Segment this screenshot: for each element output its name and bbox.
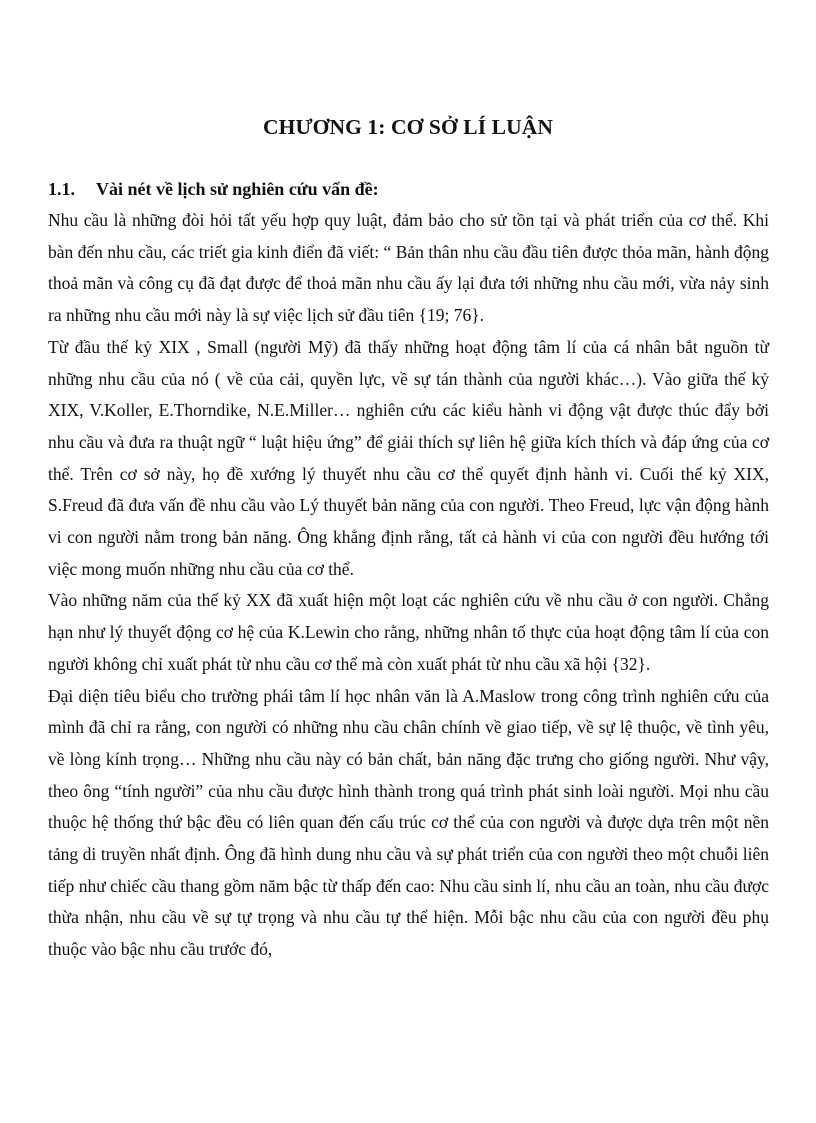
body-text <box>48 205 769 966</box>
paragraph: Vào những năm của thế kỷ XX đã xuất hiện một loạt các nghiên cứu về nhu cầu ở con người. Chẳng hạn như lý thuyết động cơ hệ của K.Lewin cho rằng, những nhân tố thực của hoạt động tâm lí của con người không chỉ xuất phát từ nhu cầu cơ thể mà còn xuất phát từ nhu cầu xã hội {32}. <box>48 590 769 674</box>
chapter-title: CHƯƠNG 1: CƠ SỞ LÍ LUẬN <box>263 115 553 139</box>
paragraph: Đại diện tiêu biểu cho trường phái tâm lí học nhân văn là A.Maslow trong công trình nghiên cứu của mình đã chỉ ra rằng, con người có những nhu cầu chân chính về giao tiếp, về sự lệ thuộc, về tình yêu, về lòng kính trọng… Những nhu cầu này có bản chất, bản năng đặc trưng cho giống người. Như vậy, theo ông “tính người” của nhu cầu được hình thành trong quá trình phát sinh loài người. Mọi nhu cầu thuộc hệ thống thứ bậc đều có liên quan đến cấu trúc cơ thể của con người và được dựa trên một nền tảng di truyền nhất định. Ông đã hình dung nhu cầu và sự phát triển của con người theo một chuỗi liên tiếp như chiếc cầu thang gồm năm bậc từ thấp đến cao: Nhu cầu sinh lí, nhu cầu an toàn, nhu cầu được thừa nhận, nhu cầu về sự tự trọng và nhu cầu tự thể hiện. Mỗi bậc nhu cầu của con người đều phụ thuộc vào bậc nhu cầu trước đó, <box>48 685 769 960</box>
paragraph: Nhu cầu là những đòi hỏi tất yếu hợp quy luật, đảm bảo cho sử tồn tại và phát triển của cơ thể. Khi bàn đến nhu cầu, các triết gia kinh điển đã viết: “ Bản thân nhu cầu đầu tiên được thỏa mãn, hành động thoả mãn và công cụ đã đạt được để thoả mãn nhu cầu ấy lại đưa tới những nhu cầu mới, vừa nảy sinh ra những nhu cầu mới này là sự việc lịch sử đầu tiên {19; 76}. <box>48 210 769 326</box>
section-title: Vài nét về lịch sử nghiên cứu vấn đề: <box>96 179 379 199</box>
section-heading <box>48 174 768 204</box>
section-number: 1.1. <box>48 179 75 199</box>
paragraph: Từ đầu thế kỷ XIX , Small (người Mỹ) đã thấy những hoạt động tâm lí của cá nhân bắt nguồn từ những nhu cầu của nó ( về của cải, quyền lực, về sự tán thành của người khác…). Vào giữa thế kỷ XIX, V.Koller, E.Thorndike, N.E.Miller… nghiên cứu các kiểu hành vi động vật được thúc đẩy bởi nhu cầu và đưa ra thuật ngữ “ luật hiệu ứng” để giải thích sự liên hệ giữa kích thích và đáp ứng của cơ thể. Trên cơ sở này, họ đề xướng lý thuyết nhu cầu cơ thể quyết định hành vi. Cuối thế kỷ XIX, S.Freud đã đưa vấn đề nhu cầu vào Lý thuyết bản năng của con người. Theo Freud, lực vận động hành vi con người nằm trong bản năng. Ông khẳng định rằng, tất cả hành vi của con người đều hướng tới việc mong muốn những nhu cầu của cơ thể. <box>48 336 769 579</box>
